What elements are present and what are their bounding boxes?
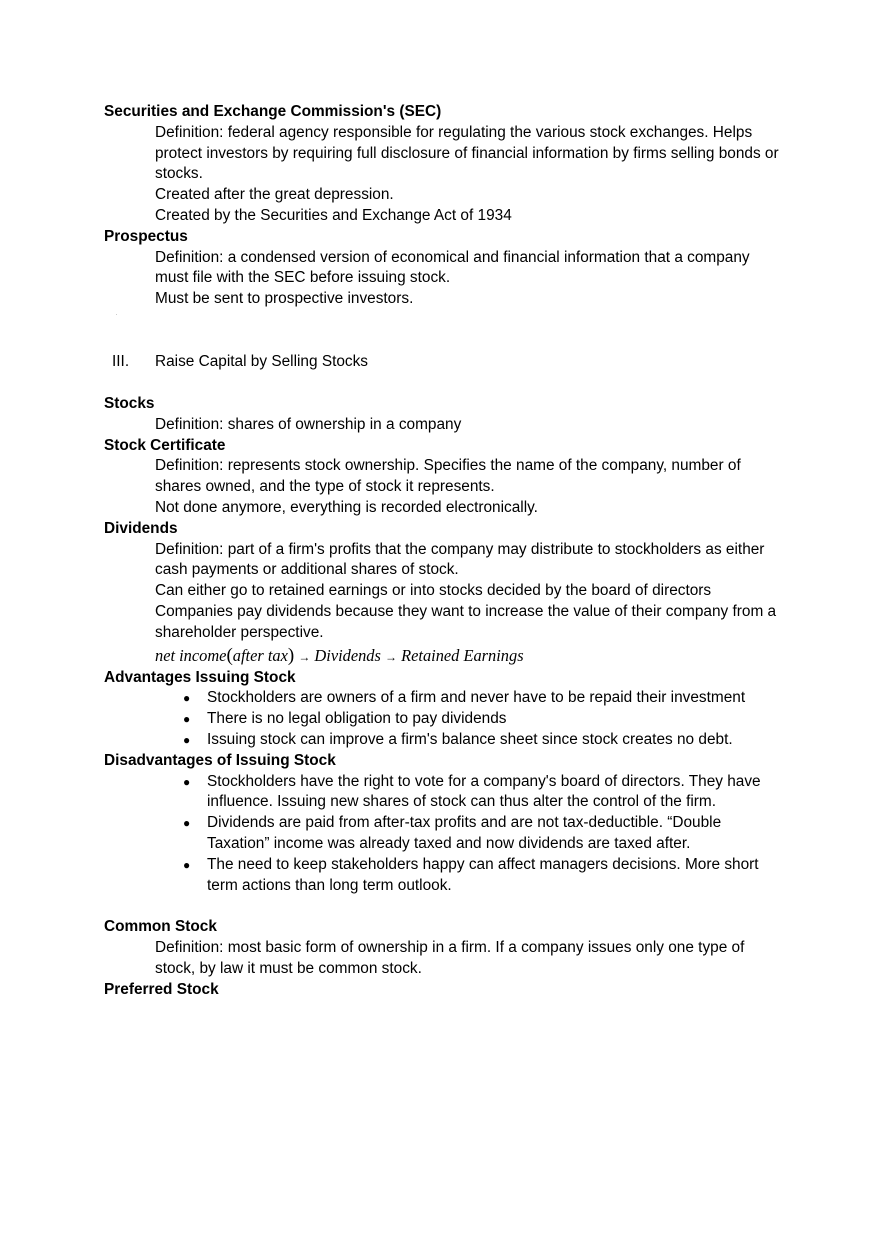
stocks-definition: Definition: shares of ownership in a company bbox=[155, 415, 462, 433]
term-advantages: Advantages Issuing Stock bbox=[104, 668, 296, 686]
sec-note-2: Created by the Securities and Exchange Act of 1934 bbox=[155, 206, 512, 224]
section-number: III. bbox=[112, 352, 130, 370]
spacer bbox=[104, 373, 784, 394]
dividends-definition: Definition: part of a firm's profits that the company may distribute to stockholders as either cash payments or additional shares of stock. bbox=[155, 540, 765, 579]
stock-certificate-definition: Definition: represents stock ownership. Specifies the name of the company, number of shares owned, and the type of stock it represents. bbox=[155, 457, 741, 496]
term-prospectus: Prospectus bbox=[104, 227, 188, 245]
term-preferred-stock: Preferred Stock bbox=[104, 980, 219, 998]
prospectus-note-1: Must be sent to prospective investors. bbox=[155, 290, 414, 308]
notes-content bbox=[104, 102, 784, 1000]
dividends-note-2: Companies pay dividends because they want to increase the value of their company from a shareholder perspective. bbox=[155, 602, 777, 641]
formula-net-income: net income bbox=[155, 645, 227, 665]
term-stocks: Stocks bbox=[104, 394, 155, 412]
advantages-list bbox=[104, 688, 784, 750]
formula-after-tax: after tax bbox=[232, 645, 288, 665]
term-sec: Securities and Exchange Commission's (SEC) bbox=[104, 103, 442, 120]
bullet-icon: ● bbox=[183, 816, 191, 831]
formula-open-paren: ( bbox=[226, 644, 233, 666]
list-item-text: Dividends are paid from after-tax profits and are not tax-deductible. “Double Taxation” income was already taxed and now dividends are taxed after. bbox=[207, 814, 722, 852]
list-item-text: There is no legal obligation to pay dividends bbox=[207, 710, 507, 728]
list-item bbox=[183, 813, 784, 855]
formula-dividends: Dividends bbox=[314, 645, 381, 665]
formula-retained-earnings: Retained Earnings bbox=[401, 645, 524, 665]
formula-close-paren: ) bbox=[287, 644, 295, 666]
list-item bbox=[183, 730, 784, 751]
common-stock-definition: Definition: most basic form of ownership in a firm. If a company issues only one type of stock, by law it must be common stock. bbox=[155, 939, 745, 977]
arrow-right-icon: → bbox=[385, 649, 397, 664]
list-item bbox=[183, 709, 784, 730]
sec-definition: Definition: federal agency responsible for regulating the various stock exchanges. Helps protect investors by requiring full disclosure of financial information by firms selling bonds or stocks. bbox=[155, 123, 779, 183]
list-item-text: Stockholders have the right to vote for a company's board of directors. They have influence. Issuing new shares of stock can thus alter the control of the firm. bbox=[207, 772, 761, 811]
prospectus-definition: Definition: a condensed version of economical and financial information that a company must file with the SEC before issuing stock. bbox=[155, 248, 750, 287]
bullet-icon: ● bbox=[183, 691, 191, 706]
list-item bbox=[183, 855, 784, 897]
disadvantages-list bbox=[104, 772, 784, 897]
term-disadvantages: Disadvantages of Issuing Stock bbox=[104, 751, 336, 769]
spacer bbox=[104, 310, 784, 331]
term-stock-certificate: Stock Certificate bbox=[104, 436, 226, 454]
bullet-icon: ● bbox=[183, 774, 191, 789]
dividends-note-1: Can either go to retained earnings or into stocks decided by the board of directors bbox=[155, 582, 712, 600]
sec-note-1: Created after the great depression. bbox=[155, 186, 394, 204]
spacer bbox=[104, 331, 784, 352]
dividends-formula bbox=[155, 645, 784, 668]
stock-certificate-note-1: Not done anymore, everything is recorded electronically. bbox=[155, 498, 538, 516]
list-item bbox=[183, 688, 784, 709]
section-title: Raise Capital by Selling Stocks bbox=[155, 352, 369, 370]
arrow-right-icon: → bbox=[298, 649, 311, 664]
term-common-stock: Common Stock bbox=[104, 918, 217, 936]
list-item-text: The need to keep stakeholders happy can affect managers decisions. More short term actions than long term outlook. bbox=[207, 855, 759, 894]
section-heading bbox=[104, 352, 784, 373]
list-item-text: Issuing stock can improve a firm's balance sheet since stock creates no debt. bbox=[207, 730, 733, 748]
list-item bbox=[183, 772, 784, 814]
list-item-text: Stockholders are owners of a firm and never have to be repaid their investment bbox=[207, 689, 746, 707]
bullet-icon: ● bbox=[183, 712, 191, 727]
bullet-icon: ● bbox=[183, 732, 191, 747]
bullet-icon: ● bbox=[183, 857, 191, 872]
spacer bbox=[104, 896, 784, 917]
term-dividends: Dividends bbox=[104, 519, 178, 537]
